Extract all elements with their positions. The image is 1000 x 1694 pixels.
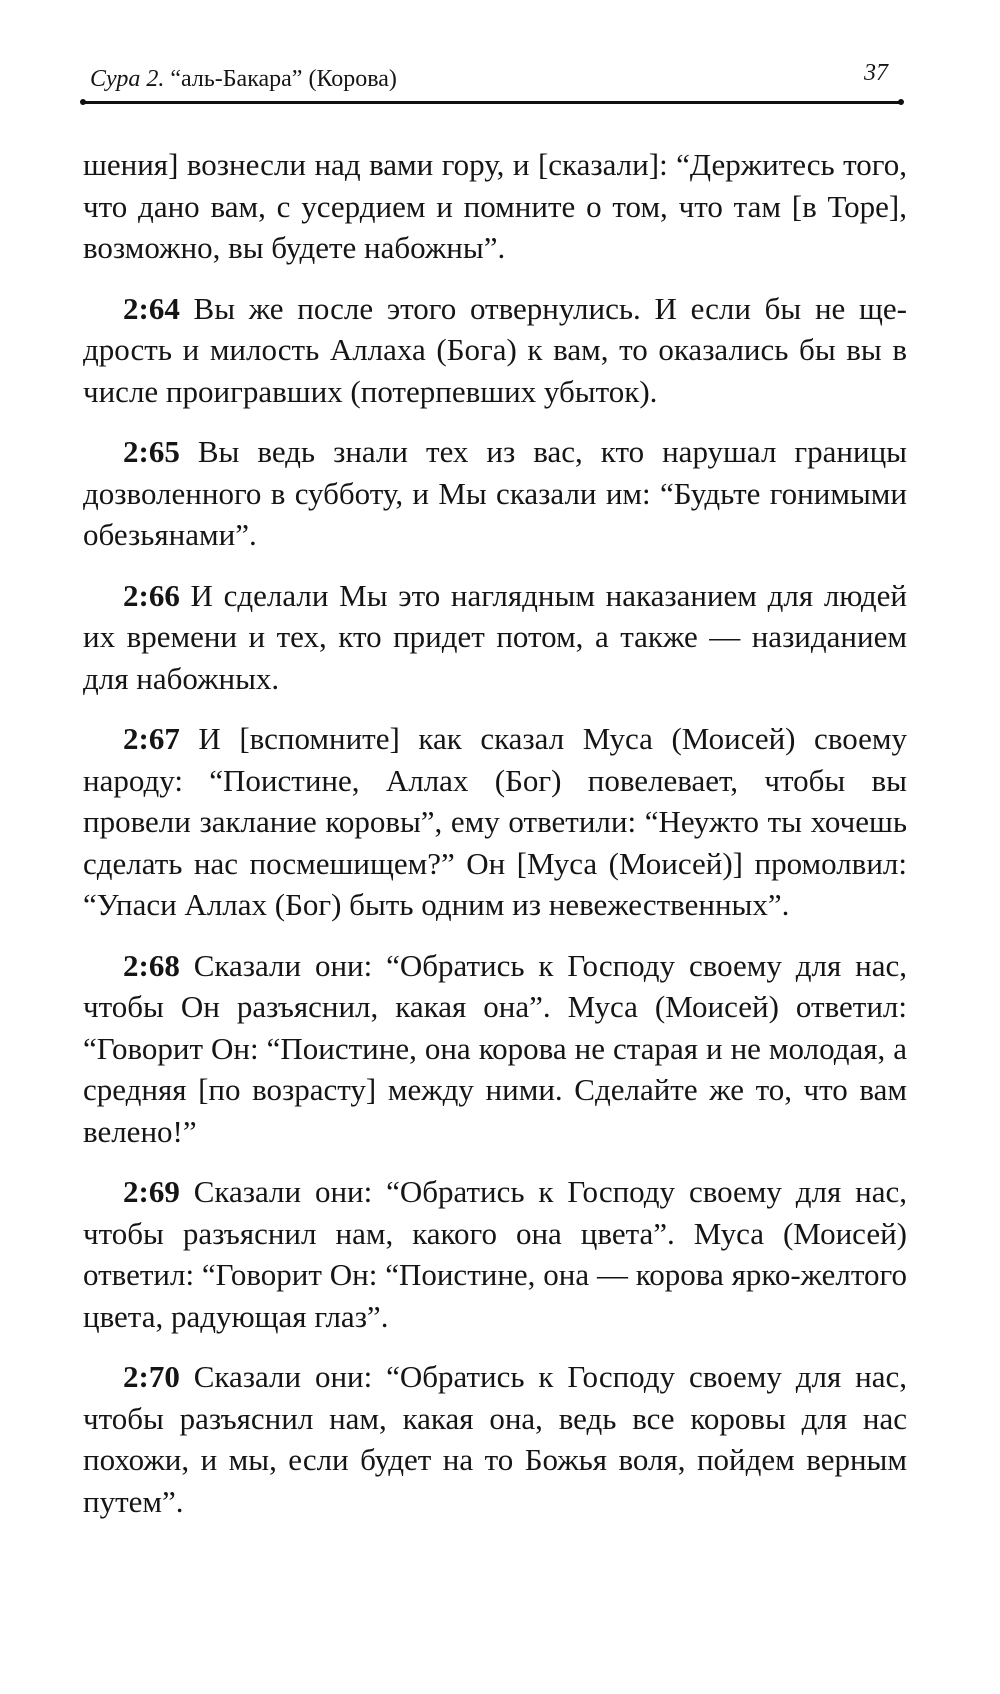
sura-label: Сура 2. [90, 66, 165, 92]
verse-paragraph [83, 945, 907, 1153]
verse-text: Сказали они: “Обратись к Господу своему для нас, чтобы разъяснил нам, какого она цвета”. Муса (Моисей) ответил: “Говорит Он: “Поистине, она — корова ярко-желтого цвета, радующая глаз”. [83, 1174, 907, 1334]
page-number: 37 [864, 60, 888, 86]
verse-number: 2:70 [123, 1359, 180, 1394]
verse-number: 2:67 [123, 721, 180, 756]
verse-text: Сказали они: “Обратись к Господу своему для нас, чтобы Он разъяснил, какая она”. Муса (Моисей) ответил: “Говорит Он: “Поистине, она корова не старая и не молодая, а средняя [по возрасту] между ними. Сделайте же то, что вам велено!” [83, 947, 907, 1149]
verse-number: 2:68 [123, 947, 180, 983]
verse-number: 2:64 [123, 290, 180, 326]
verse-paragraph [83, 1171, 907, 1337]
verse-paragraph [83, 431, 907, 556]
header-rule [82, 101, 902, 104]
verse-paragraph [83, 1356, 907, 1522]
verse-paragraph [83, 575, 907, 700]
page-body [83, 144, 907, 1541]
sura-name: “аль-Бакара” (Корова) [164, 66, 397, 92]
verse-number: 2:69 [123, 1174, 180, 1209]
running-header [82, 60, 902, 100]
continuation-paragraph: шения] вознесли над вами гору, и [сказали]: “Держитесь того, что дано вам, с усердием и помните о том, что там [в Торе], возможно, вы будете набожны”. [83, 147, 907, 265]
verse-paragraph [83, 288, 907, 413]
verse-text: И сделали Мы это наглядным наказанием для людей их времени и тех, кто придет потом, а также — назиданием для набожных. [83, 577, 907, 696]
verse-paragraph [83, 718, 907, 926]
header-title [90, 66, 397, 93]
verse-number: 2:66 [123, 577, 180, 613]
verse-number: 2:65 [123, 434, 180, 469]
verse-text: Вы же после этого отвернулись. И если бы не щедрость и милость Аллаха (Бога) к вам, то оказались бы вы в числе проигравших (потерпевших убыток). [83, 290, 907, 409]
verse-text: Сказали они: “Обратись к Господу своему для нас, чтобы разъяснил нам, какая она, ведь все коровы для нас похожи, и мы, если будет на то Божья воля, пойдем верным путем”. [83, 1359, 907, 1519]
verse-text: И [вспомните] как сказал Муса (Моисей) своему народу: “Поистине, Аллах (Бог) повелевает, чтобы вы провели заклание коровы”, ему ответили: “Неужто ты хочешь сделать нас посмешищем?” Он [Муса (Моисей)] промолвил: “Упаси Аллах (Бог) быть одним из невежественных”. [83, 721, 907, 922]
verse-text: Вы ведь знали тех из вас, кто нарушал границы дозволенного в субботу, и Мы сказали им: “Будьте гонимыми обезьянами”. [83, 434, 907, 552]
